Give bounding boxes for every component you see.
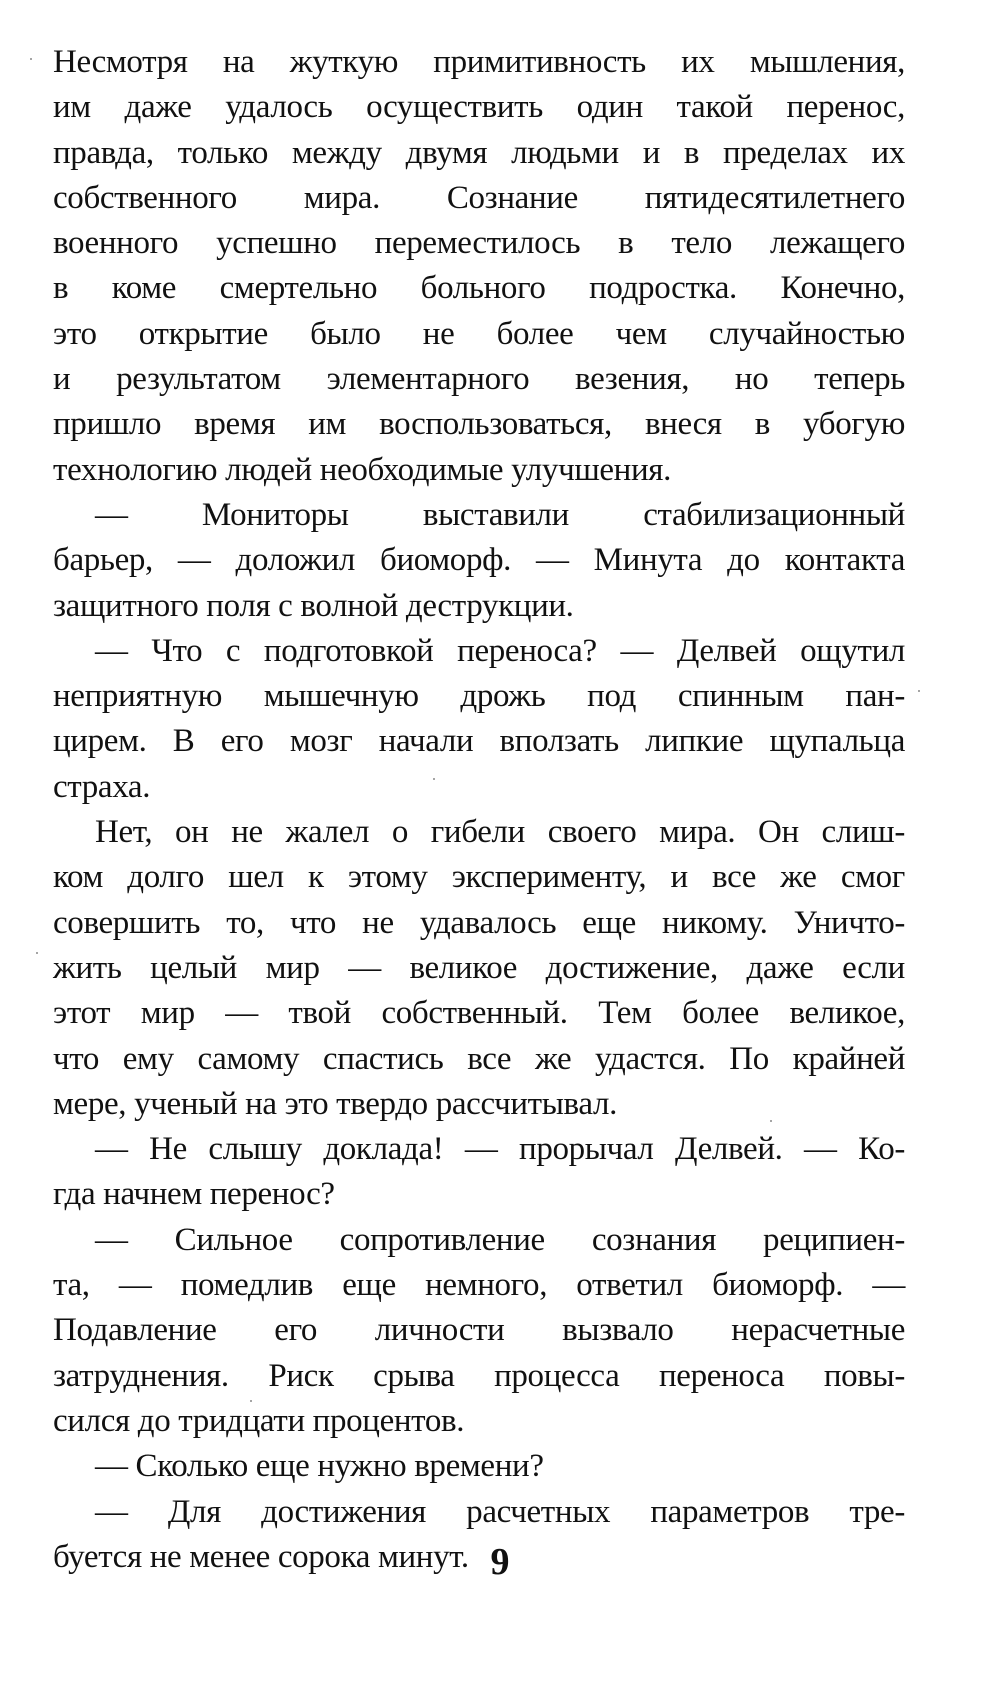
paragraph <box>53 1127 905 1218</box>
text-line: — Для достижения расчетных параметров тре- <box>95 1493 905 1530</box>
text-line: буется не менее сорока минут. <box>53 1538 469 1575</box>
text-line: ком долго шел к этому эксперименту, и все же смог <box>53 859 905 896</box>
text-line: — Не слышу доклада! — прорычал Делвей. — Ко- <box>95 1131 905 1168</box>
text-line: им даже удалось осуществить один такой перенос, <box>53 89 905 126</box>
text-line: Несмотря на жуткую примитивность их мышления, <box>53 44 905 80</box>
scan-speck <box>770 1120 772 1122</box>
scan-speck <box>918 690 920 692</box>
paragraph <box>53 1444 905 1489</box>
text-line: в коме смертельно больного подростка. Конечно, <box>53 270 905 307</box>
text-line: это открытие было не более чем случайностью <box>53 315 905 352</box>
text-line: — Что с подготовкой переноса? — Делвей ощутил <box>95 632 905 669</box>
text-line: Нет, он не жалел о гибели своего мира. Он слиш- <box>95 814 905 851</box>
text-line: та, — помедлив еще немного, ответил биоморф. — <box>53 1267 905 1304</box>
text-line: что ему самому спастись все же удастся. По крайней <box>53 1040 905 1077</box>
text-line: мере, ученый на это твердо рассчитывал. <box>53 1085 617 1122</box>
scan-speck <box>30 58 32 60</box>
paragraph <box>53 629 905 810</box>
text-line: и результатом элементарного везения, но теперь <box>53 361 905 398</box>
text-line: правда, только между двумя людьми и в пределах их <box>53 134 905 171</box>
page-number: 9 <box>490 1541 510 1583</box>
scan-speck <box>250 1400 252 1402</box>
text-line: защитного поля с волной деструкции. <box>53 587 574 624</box>
paragraph <box>53 810 905 1127</box>
paragraph <box>53 493 905 629</box>
body-text <box>53 40 905 1580</box>
text-line: — Мониторы выставили стабилизационный <box>95 496 905 533</box>
text-line: совершить то, что не удавалось еще никому. Уничто- <box>53 904 905 941</box>
text-line: — Сколько еще нужно времени? <box>95 1448 544 1485</box>
text-line: технологию людей необходимые улучшения. <box>53 451 672 488</box>
text-line: страха. <box>53 768 151 805</box>
text-line: жить целый мир — великое достижение, даже если <box>53 949 905 986</box>
text-line: сился до тридцати процентов. <box>53 1402 465 1439</box>
text-line: военного успешно переместилось в тело лежащего <box>53 225 905 262</box>
text-line: собственного мира. Сознание пятидесятилетнего <box>53 179 905 216</box>
text-line: неприятную мышечную дрожь под спинным пан- <box>53 678 905 715</box>
text-line: цирем. В его мозг начали вползать липкие щупальца <box>53 723 905 760</box>
text-line: затруднения. Риск срыва процесса переноса повы- <box>53 1357 905 1394</box>
paragraph <box>53 1218 905 1444</box>
text-line: барьер, — доложил биоморф. — Минута до контакта <box>53 542 905 579</box>
scan-speck <box>36 952 38 954</box>
text-line: гда начнем перенос? <box>53 1176 335 1213</box>
text-line: Подавление его личности вызвало нерасчетные <box>53 1312 905 1349</box>
text-line: — Сильное сопротивление сознания реципиен- <box>95 1221 905 1258</box>
text-line: пришло время им воспользоваться, внеся в убогую <box>53 406 905 443</box>
paragraph <box>53 40 905 493</box>
text-line: этот мир — твой собственный. Тем более великое, <box>53 995 905 1032</box>
scan-speck <box>433 778 435 780</box>
